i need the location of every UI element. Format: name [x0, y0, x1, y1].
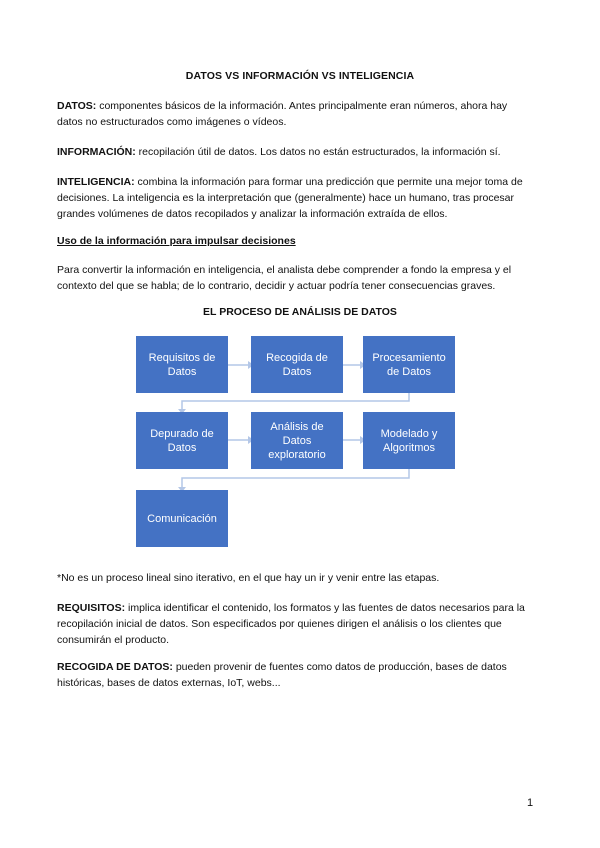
- text-uso-1: Para convertir la información en inteligencia, el analista debe comprender a fondo la empresa y el: [57, 264, 512, 276]
- heading-uso: Uso de la información para impulsar decisiones: [57, 235, 296, 247]
- text-requisitos-3: consumirán el producto.: [57, 634, 170, 646]
- text-informacion-1: recopilación útil de datos. Los datos no están estructurados, la información sí.: [135, 146, 501, 158]
- paragraph-recogida: [57, 659, 557, 691]
- arrow-6-7: [182, 469, 409, 488]
- page-title: DATOS VS INFORMACIÓN VS INTELIGENCIA: [185, 70, 415, 82]
- term-datos: DATOS:: [57, 100, 97, 112]
- text-recogida-2: históricas, bases de datos externas, IoT, webs...: [57, 677, 281, 689]
- text-datos-1: componentes básicos de la información. Antes principalmente eran números, ahora hay: [96, 100, 508, 112]
- text-inteligencia-3: grandes volúmenes de datos recopilados y analizar la información extraída de ellos.: [57, 208, 448, 220]
- term-inteligencia: INTELIGENCIA:: [57, 176, 135, 188]
- step-procesamiento-de-datos: Procesamiento de Datos: [363, 336, 455, 393]
- term-informacion: INFORMACIÓN:: [57, 146, 136, 158]
- text-datos-2: datos no estructurados como imágenes o vídeos.: [57, 116, 287, 128]
- step-comunicacion: Comunicación: [136, 490, 228, 547]
- text-inteligencia-2: decisiones. La inteligencia es la interpretación que (generalmente) hace un humano, tras procesar: [57, 192, 515, 204]
- paragraph-requisitos: [57, 600, 557, 648]
- iteration-note: *No es un proceso lineal sino iterativo, en el que hay un ir y venir entre las etapas.: [57, 572, 440, 584]
- diagram-title: EL PROCESO DE ANÁLISIS DE DATOS: [203, 306, 397, 318]
- step-analisis-exploratorio: Análisis de Datos exploratorio: [251, 412, 343, 469]
- text-uso-2: contexto del que se habla; de lo contrario, decidir y actuar podría tener consecuencias graves.: [57, 280, 496, 292]
- step-modelado-y-algoritmos: Modelado y Algoritmos: [363, 412, 455, 469]
- text-recogida-1: pueden provenir de fuentes como datos de producción, bases de datos: [172, 661, 507, 673]
- text-requisitos-2: recopilación inicial de datos. Son especificados por quienes dirigen el análisis o los clientes que: [57, 618, 502, 630]
- step-recogida-de-datos: Recogida de Datos: [251, 336, 343, 393]
- step-requisitos-de-datos: Requisitos de Datos: [136, 336, 228, 393]
- term-recogida: RECOGIDA DE DATOS:: [57, 661, 173, 673]
- text-requisitos-1: implica identificar el contenido, los formatos y las fuentes de datos necesarios para la: [125, 602, 525, 614]
- text-inteligencia-1: combina la información para formar una predicción que permite una mejor toma de: [134, 176, 523, 188]
- step-depurado-de-datos: Depurado de Datos: [136, 412, 228, 469]
- page-number: 1: [527, 797, 534, 809]
- arrow-3-4: [182, 393, 409, 410]
- term-requisitos: REQUISITOS:: [57, 602, 126, 614]
